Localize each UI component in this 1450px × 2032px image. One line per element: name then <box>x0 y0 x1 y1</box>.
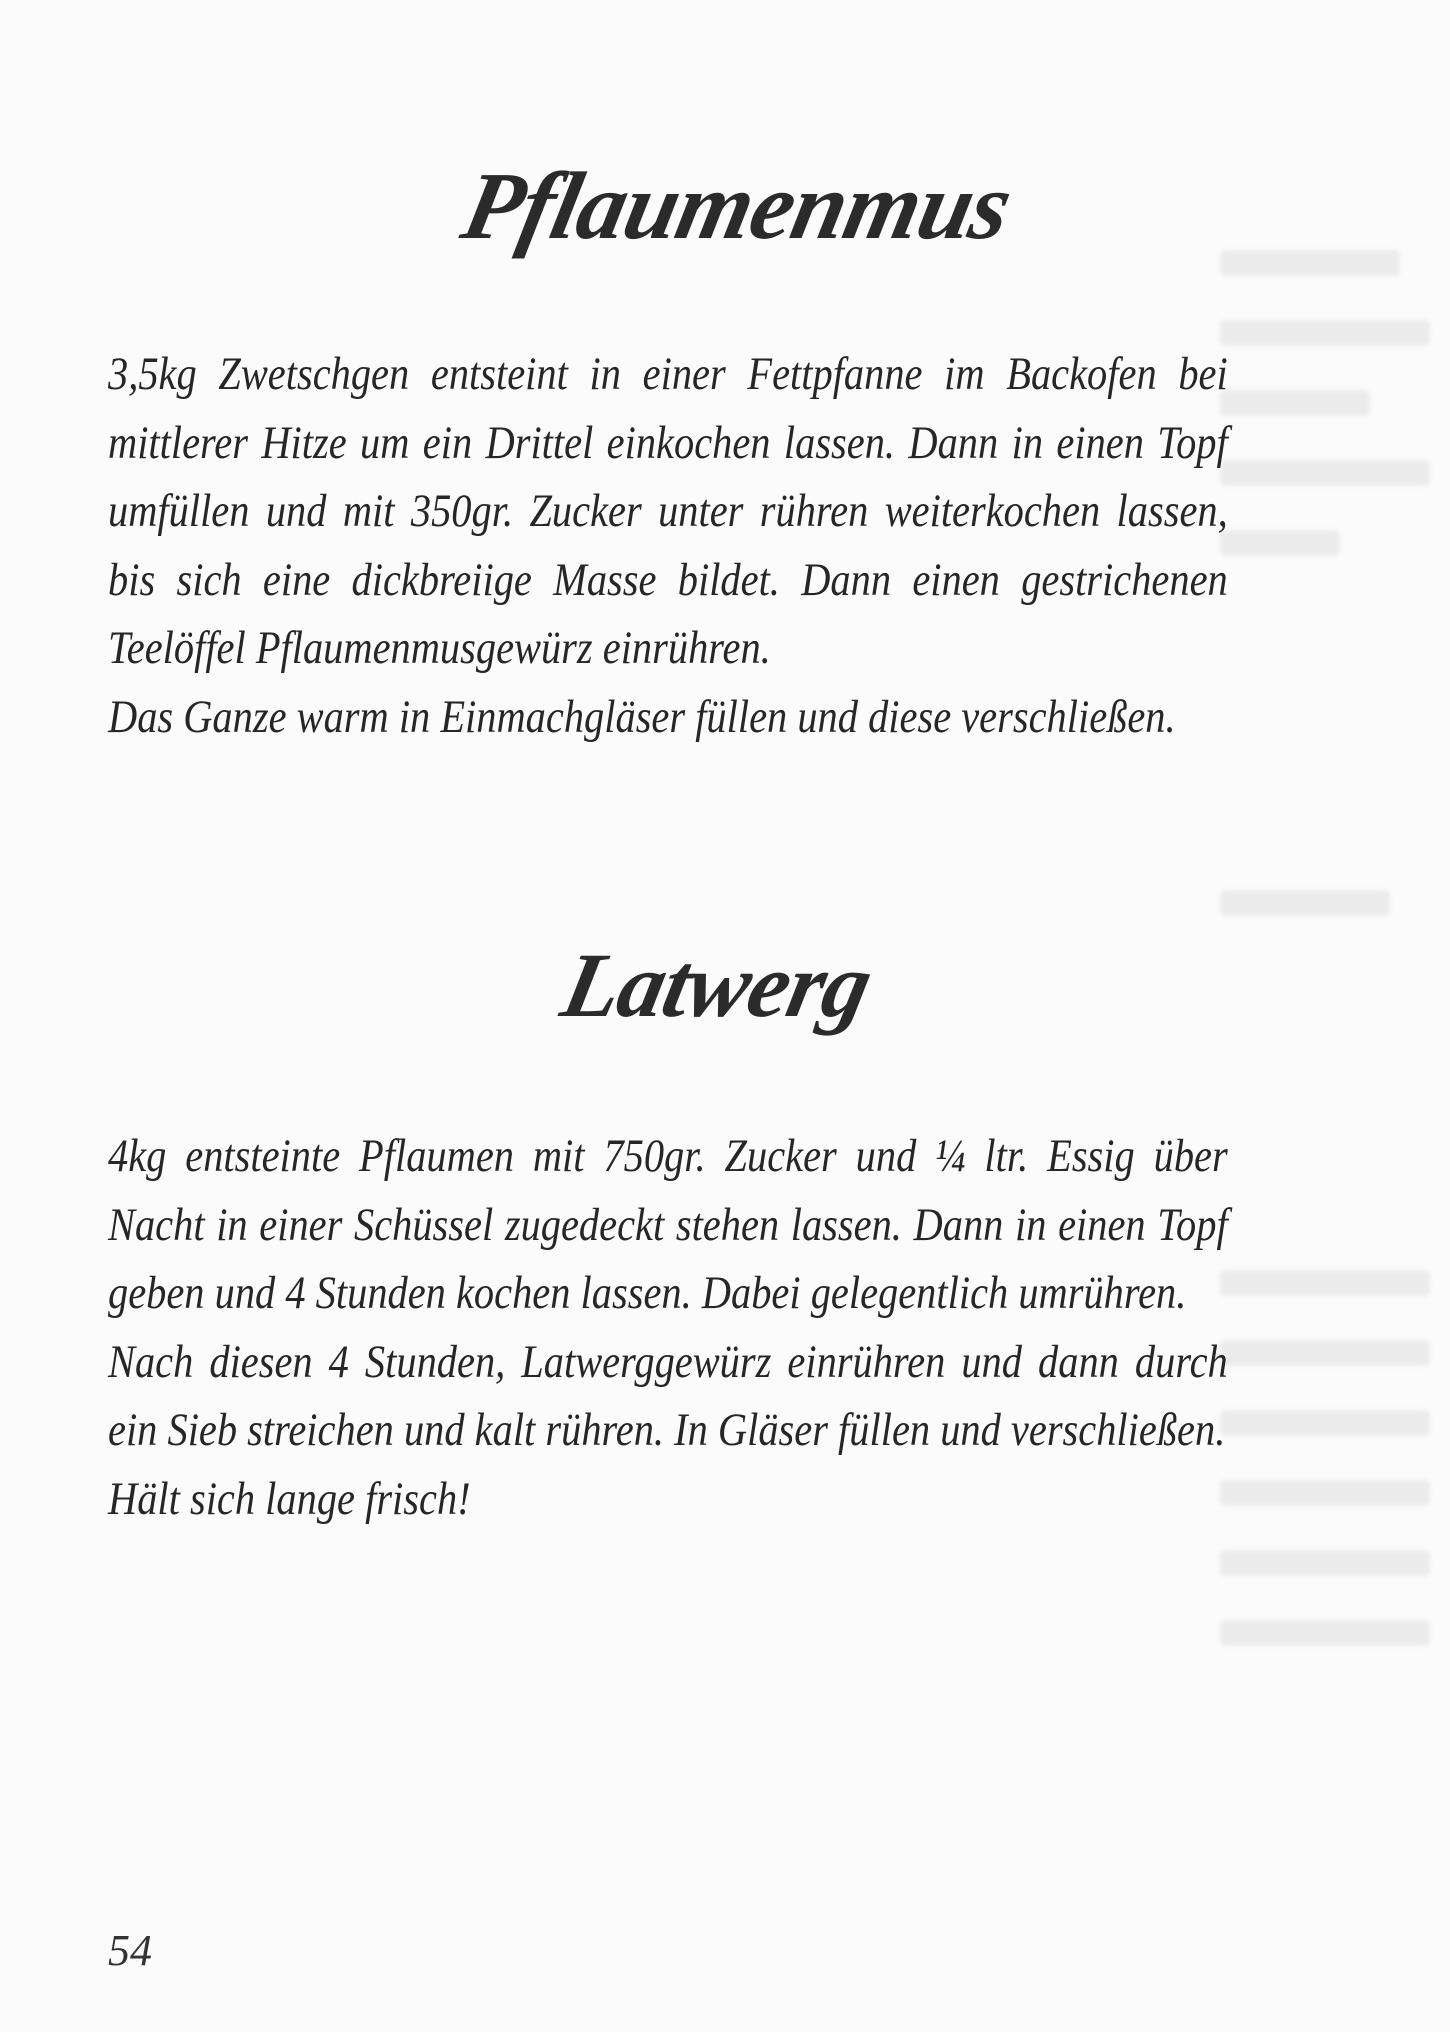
page-number: 54 <box>108 1926 152 1975</box>
recipe-paragraph: 3,5kg Zwetschgen entsteint in einer Fettpfanne im Backofen bei mittlerer Hitze um ein Drittel einkochen lassen. Dann in einen Topf umfüllen und mit 350gr. Zucker unter rühren weiterkochen lassen, bis sich eine dickbreiige Masse bildet. Dann einen gestrichenen Teelöffel Pflaumenmusgewürz einrühren. <box>108 348 1228 674</box>
ghost-line <box>1220 320 1430 346</box>
ghost-line <box>1220 390 1370 416</box>
recipe-paragraph: Nach diesen 4 Stunden, Latwerggewürz einrühren und dann durch ein Sieb streichen und kalt rühren. In Gläser füllen und verschließen. <box>108 1335 1228 1456</box>
ghost-line <box>1220 530 1340 556</box>
ghost-line <box>1220 1550 1430 1576</box>
recipe-paragraph: Das Ganze warm in Einmachgläser füllen und diese verschließen. <box>108 690 1176 743</box>
recipe-paragraph: 4kg entsteinte Pflaumen mit 750gr. Zucker und ¼ ltr. Essig über Nacht in einer Schüssel zugedeckt stehen lassen. Dann in einen Topf geben und 4 Stunden kochen lassen. Dabei gelegentlich umrühren. <box>108 1130 1228 1319</box>
ghost-line <box>1220 1340 1430 1366</box>
ghost-line <box>1220 1620 1430 1646</box>
recipe-title-pflaumenmus: Pflaumenmus <box>453 152 1021 259</box>
recipe-body-latwerg <box>108 1122 1228 1533</box>
ghost-line <box>1220 890 1390 916</box>
recipe-title-latwerg: Latwerg <box>553 934 881 1036</box>
ghost-line <box>1220 1410 1430 1436</box>
recipe-paragraph: Hält sich lange frisch! <box>108 1472 471 1525</box>
recipe-body-pflaumenmus <box>108 340 1228 751</box>
ghost-line <box>1220 460 1430 486</box>
ghost-line <box>1220 1480 1430 1506</box>
ghost-line <box>1220 1270 1430 1296</box>
